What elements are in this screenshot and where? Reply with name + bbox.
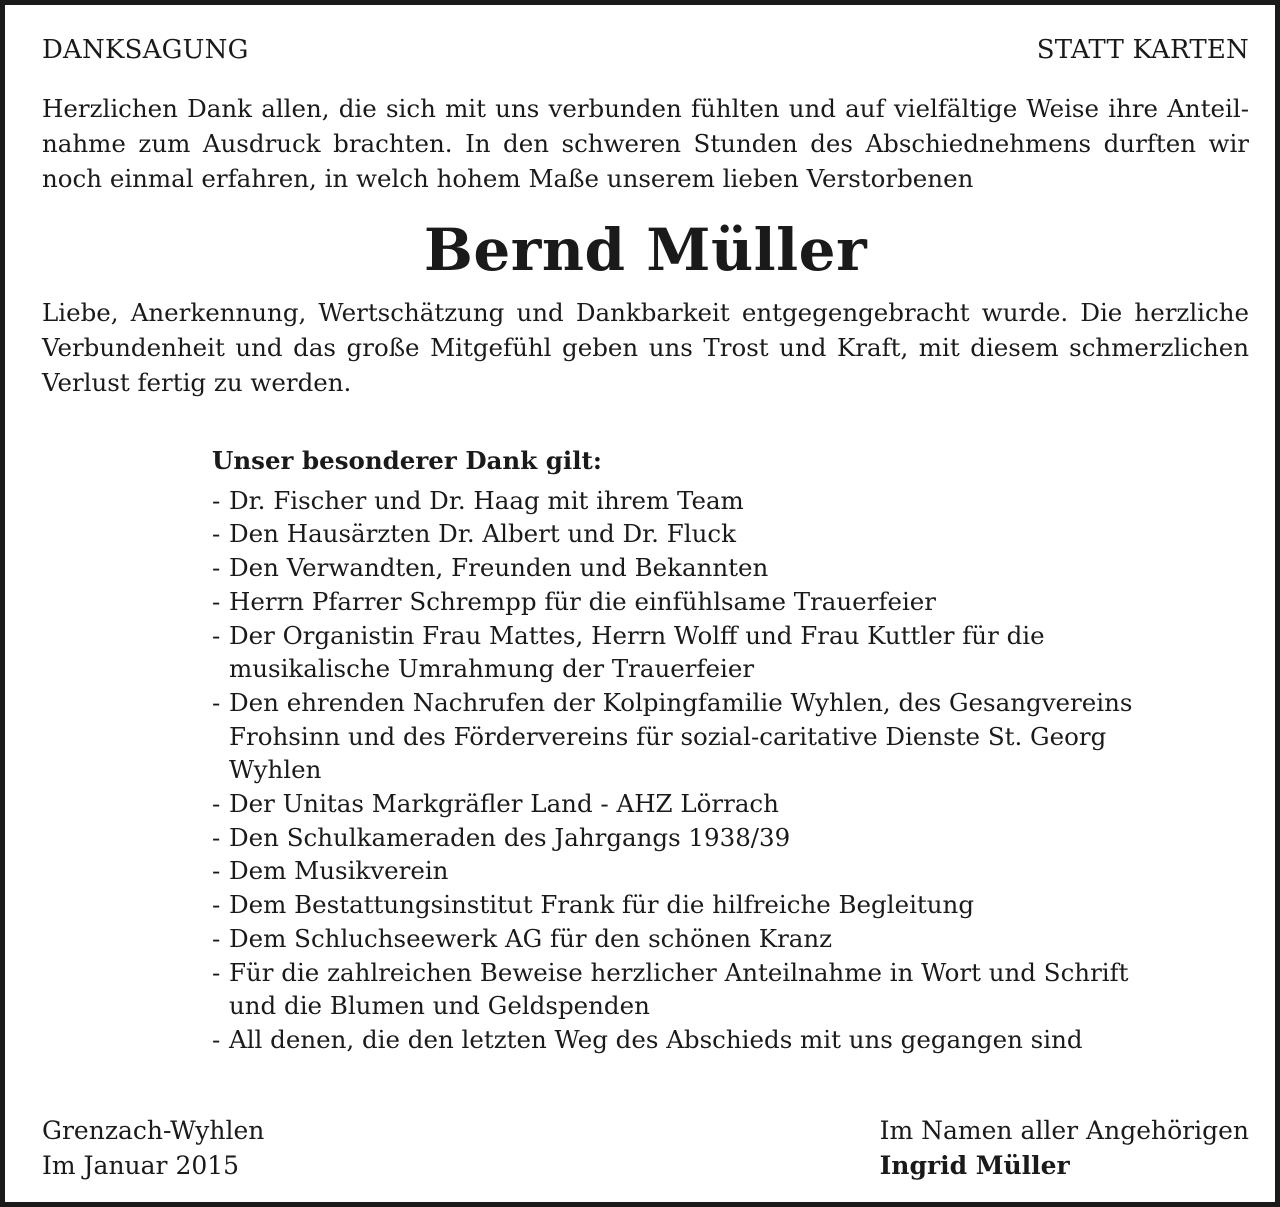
thanks-item: - Dem Schluchseewerk AG für den schönen Kranz xyxy=(212,922,1249,956)
header-line xyxy=(42,33,1249,67)
footer xyxy=(42,1113,1249,1183)
thanks-item: - Den Schulkameraden des Jahrgangs 1938/39 xyxy=(212,821,1249,855)
thanks-heading: Unser besonderer Dank gilt: xyxy=(212,446,602,475)
intro-paragraph: Herzlichen Dank allen, die sich mit uns verbunden fühlten und auf vielfältige Weise ihre Anteilnahme zum Ausdruck brachten. In den schweren Stunden des Abschiednehmens durften wir noch einmal erfahren, in welch hohem Maße unserem lieben Verstorbenen xyxy=(42,94,1249,193)
footer-place-date xyxy=(42,1113,264,1183)
thanks-item: - Der Organistin Frau Mattes, Herrn Wolff und Frau Kuttler für die musikalische Umrahmung der Trauerfeier xyxy=(212,619,1069,686)
thanks-item: - Dem Musikverein xyxy=(212,854,1249,888)
thanks-section xyxy=(212,444,1249,1057)
footer-on-behalf: Im Namen aller Angehörigen xyxy=(879,1116,1249,1145)
notice-content xyxy=(42,33,1249,1057)
thanks-item: - Der Unitas Markgräfler Land - AHZ Lörrach xyxy=(212,787,1249,821)
header-danksagung: DANKSAGUNG xyxy=(42,35,249,65)
continuation-paragraph: Liebe, Anerkennung, Wertschätzung und Dankbarkeit entgegengebracht wurde. Die herzliche Verbundenheit und das große Mitgefühl geben uns Trost und Kraft, mit diesem schmerzlichen Verlust fertig zu werden. xyxy=(42,298,1249,397)
thanks-list xyxy=(212,484,1249,1057)
thanks-item: - Den Hausärzten Dr. Albert und Dr. Fluck xyxy=(212,517,1249,551)
header-statt-karten: STATT KARTEN xyxy=(1036,35,1249,65)
thanks-item: - Herrn Pfarrer Schrempp für die einfühlsame Trauerfeier xyxy=(212,585,1249,619)
thanks-item: - All denen, die den letzten Weg des Abschieds mit uns gegangen sind xyxy=(212,1023,1249,1057)
thanks-item: - Dem Bestattungsinstitut Frank für die hilfreiche Begleitung xyxy=(212,888,1249,922)
footer-date: Im Januar 2015 xyxy=(42,1151,240,1180)
footer-place: Grenzach-Wyhlen xyxy=(42,1116,265,1145)
thanks-item: - Den ehrenden Nachrufen der Kolpingfamilie Wyhlen, des Gesangvereins Frohsinn und des Fördervereins für sozial-caritative Dienste St. Georg Wyhlen xyxy=(212,686,1144,787)
thanks-item: - Den Verwandten, Freunden und Bekannten xyxy=(212,551,1249,585)
thanks-item: - Für die zahlreichen Beweise herzlicher Anteilnahme in Wort und Schrift und die Blumen und Geldspenden xyxy=(212,956,1174,1023)
footer-signature xyxy=(880,1113,1249,1183)
thanks-item: - Dr. Fischer und Dr. Haag mit ihrem Team xyxy=(212,484,1249,518)
deceased-name: Bernd Müller xyxy=(423,216,868,284)
footer-signer: Ingrid Müller xyxy=(879,1151,1070,1180)
